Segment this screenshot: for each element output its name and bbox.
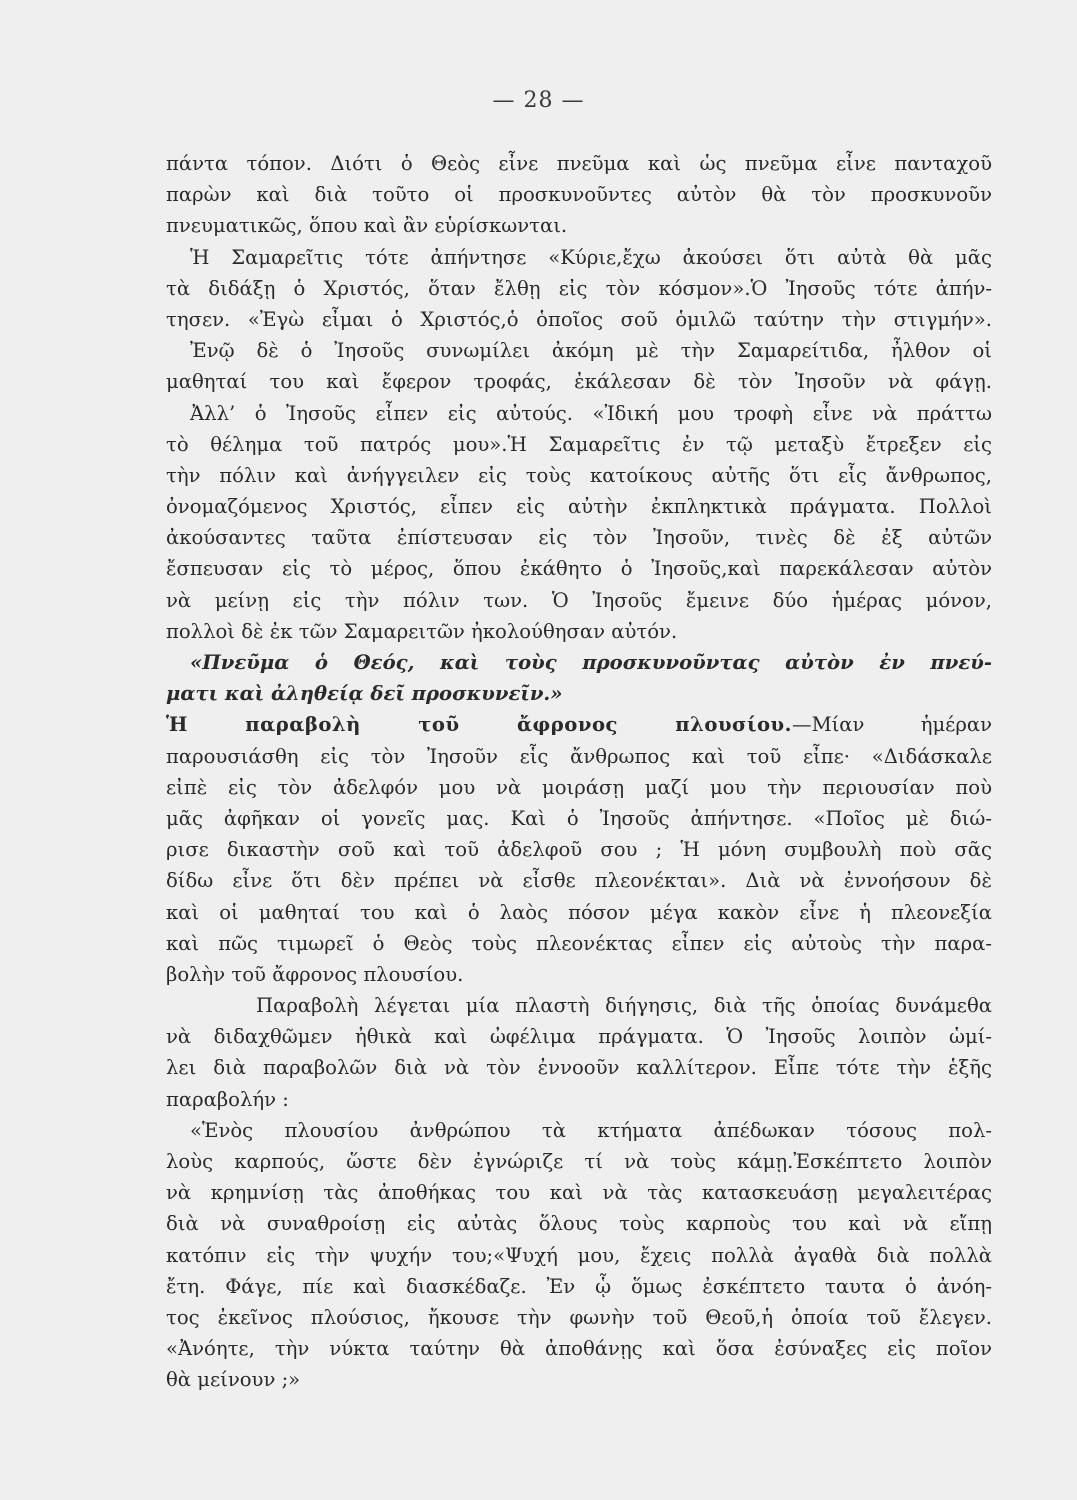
text-line: Ἡ Σαμαρεῖτις τότε ἀπήντησε «Κύριε,ἔχω ἀκούσει ὅτι αὐτὰ θὰ μᾶς [190, 245, 992, 269]
text-line: λοὺς καρπούς, ὥστε δὲν ἐγνώριζε τί νὰ τοὺς κάμῃ.Ἐσκέπτετο λοιπὸν [166, 1150, 992, 1173]
text-line: ἔσπευσαν εἰς τὸ μέρος, ὅπου ἐκάθητο ὁ Ἰησοῦς,καὶ παρεκάλεσαν αὐτὸν [166, 557, 992, 581]
text-line: λει διὰ παραβολῶν διὰ νὰ τὸν ἐννοοῦν καλλίτερον. Εἶπε τότε τὴν ἑξῆς [166, 1056, 992, 1080]
text-line: νὰ διδαχθῶμεν ἠθικὰ καὶ ὠφέλιμα πράγματα. Ὁ Ἰησοῦς λοιπὸν ὡμί- [166, 1025, 992, 1049]
text-line: παρουσιάσθη εἰς τὸν Ἰησοῦν εἷς ἄνθρωπος καὶ τοῦ εἶπε· «Διδάσκαλε [166, 744, 992, 768]
text-line: δίδω εἶνε ὅτι δὲν πρέπει νὰ εἶσθε πλεονέκται». Διὰ νὰ ἐννοήσουν δὲ [166, 869, 992, 893]
text-line: θὰ μείνουν ;» [166, 1368, 301, 1392]
text-line: πνευματικῶς, ὅπου καὶ ἂν εὑρίσκωνται. [166, 214, 568, 238]
text-line: νὰ μείνῃ εἰς τὴν πόλιν των. Ὁ Ἰησοῦς ἔμεινε δύο ἡμέρας μόνον, [166, 588, 992, 612]
text-line: ὀνομαζόμενος Χριστός, εἶπεν εἰς αὐτὴν ἐκπληκτικὰ πράγματα. Πολλοὶ [166, 495, 992, 519]
text-line: μᾶς ἀφῆκαν οἱ γονεῖς μας. Καὶ ὁ Ἰησοῦς ἀπήντησε. «Ποῖος μὲ διώ- [166, 806, 992, 830]
text-line: Ἐνῷ δὲ ὁ Ἰησοῦς συνωμίλει ἀκόμη μὲ τὴν Σαμαρείτιδα, ἦλθον οἱ [190, 339, 992, 363]
text-line: «Ἀνόητε, τὴν νύκτα ταύτην θὰ ἀποθάνῃς καὶ ὅσα ἐσύναξες εἰς ποῖον [166, 1337, 992, 1361]
body-text [166, 148, 992, 1396]
text-line: παρὼν καὶ διὰ τοῦτο οἱ προσκυνοῦντες αὐτὸν θὰ τὸν προσκυνοῦν [166, 183, 992, 207]
text-line: πολλοὶ δὲ ἐκ τῶν Σαμαρειτῶν ἠκολούθησαν αὐτόν. [166, 619, 678, 643]
text-line: τὰ διδάξῃ ὁ Χριστός, ὅταν ἔλθῃ εἰς τὸν κόσμον».Ὁ Ἰησοῦς τότε ἀπήν- [166, 276, 992, 300]
text-line: τὸ θέλημα τοῦ πατρός μου».Ἡ Σαμαρεῖτις ἐν τῷ μεταξὺ ἔτρεξεν εἰς [166, 432, 992, 456]
text-line: βολὴν τοῦ ἄφρονος πλουσίου. [166, 962, 464, 986]
quote-line: «Πνεῦμα ὁ Θεός, καὶ τοὺς προσκυνοῦντας αὐτὸν ἐν πνεύ- [190, 651, 992, 674]
text-line: διὰ νὰ συναθροίσῃ εἰς αὐτὰς ὅλους τοὺς καρποὺς του καὶ νὰ εἴπῃ [166, 1212, 992, 1236]
text-line: καὶ οἱ μαθηταί του καὶ ὁ λαὸς πόσον μέγα κακὸν εἶνε ἡ πλεονεξία [166, 900, 992, 924]
text-line: καὶ πῶς τιμωρεῖ ὁ Θεὸς τοὺς πλεονέκτας εἶπεν εἰς αὐτοὺς τὴν παρα- [166, 931, 992, 955]
text-line: εἰπὲ εἰς τὸν ἀδελφόν μου νὰ μοιράσῃ μαζί μου τὴν περιουσίαν ποὺ [166, 775, 992, 799]
text-line: «Ἑνὸς πλουσίου ἀνθρώπου τὰ κτήματα ἀπέδωκαν τόσους πολ- [190, 1118, 992, 1142]
section-heading-rest: —Μίαν ἡμέραν [791, 713, 992, 737]
page-number: — 28 — [492, 88, 585, 113]
text-line: νὰ κρημνίσῃ τὰς ἀποθήκας του καὶ νὰ τὰς κατασκευάσῃ μεγαλειτέρας [166, 1181, 992, 1205]
text-line: μαθηταί του καὶ ἔφερον τροφάς, ἐκάλεσαν δὲ τὸν Ἰησοῦν νὰ φάγῃ. [166, 370, 992, 394]
text-line: κατόπιν εἰς τὴν ψυχήν του;«Ψυχή μου, ἔχεις πολλὰ ἀγαθὰ διὰ πολλὰ [166, 1243, 992, 1267]
text-line: ἔτη. Φάγε, πίε καὶ διασκέδαζε. Ἐν ᾧ ὅμως ἐσκέπτετο ταυτα ὁ ἀνόη- [166, 1274, 992, 1298]
text-line: ρισε δικαστὴν σοῦ καὶ τοῦ ἀδελφοῦ σου ; Ἡ μόνη συμβουλὴ ποὺ σᾶς [166, 838, 992, 862]
section-heading-title: Ἡ παραβολὴ τοῦ ἄφρονος πλουσίου. [166, 713, 792, 737]
text-line: ἀκούσαντες ταῦτα ἐπίστευσαν εἰς τὸν Ἰησοῦν, τινὲς δὲ ἐξ αὐτῶν [166, 526, 992, 550]
text-line: πάντα τόπον. Διότι ὁ Θεὸς εἶνε πνεῦμα καὶ ὡς πνεῦμα εἶνε πανταχοῦ [166, 152, 992, 175]
text-line: παραβολήν : [166, 1087, 289, 1111]
text-line: τησεν. «Ἐγὼ εἶμαι ὁ Χριστός,ὁ ὁποῖος σοῦ ὁμιλῶ ταύτην τὴν στιγμήν». [166, 307, 992, 331]
quote-line: ματι καὶ ἀληθείᾳ δεῖ προσκυνεῖν.» [166, 682, 563, 706]
section-heading [166, 709, 992, 740]
text-line: Παραβολὴ λέγεται μία πλαστὴ διήγησις, διὰ τῆς ὁποίας δυνάμεθα [256, 994, 992, 1018]
text-line: τὴν πόλιν καὶ ἀνήγγειλεν εἰς τοὺς κατοίκους αὐτῆς ὅτι εἷς ἄνθρωπος, [166, 463, 992, 487]
text-line: τος ἐκεῖνος πλούσιος, ἤκουσε τὴν φωνὴν τοῦ Θεοῦ,ἡ ὁποία τοῦ ἔλεγεν. [166, 1305, 992, 1329]
text-line: Ἀλλ’ ὁ Ἰησοῦς εἶπεν εἰς αὐτούς. «Ἰδική μου τροφὴ εἶνε νὰ πράττω [190, 401, 992, 425]
